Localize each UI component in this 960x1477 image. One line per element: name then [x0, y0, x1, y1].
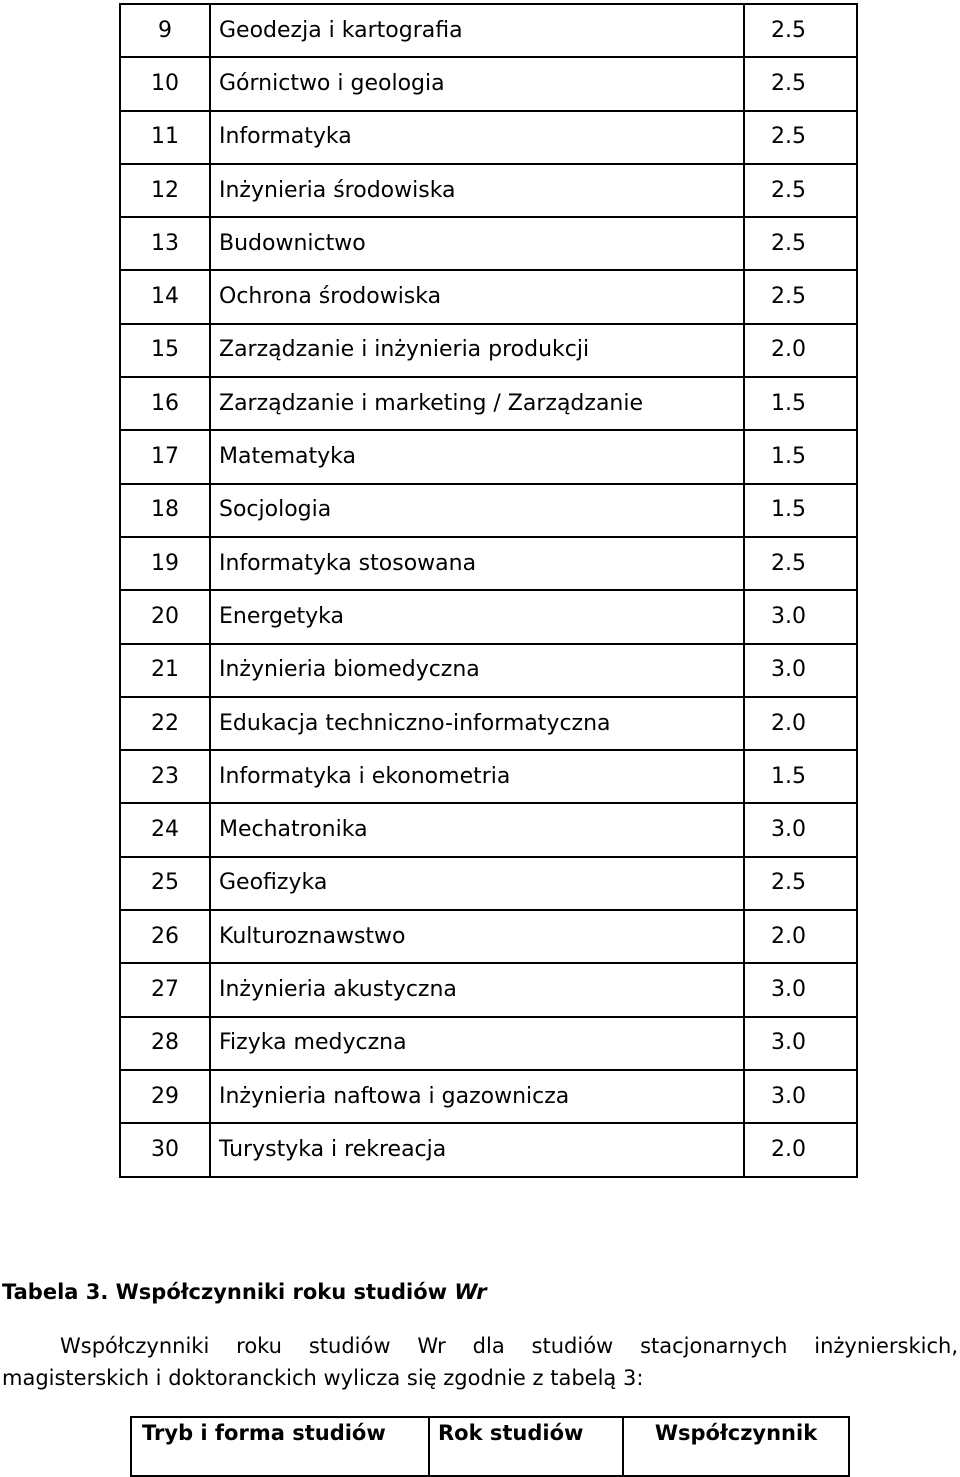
row-field-name: Turystyka i rekreacja: [210, 1123, 744, 1176]
table-3: [130, 1416, 850, 1477]
row-number: 18: [120, 484, 210, 537]
row-coefficient: 2.0: [744, 1123, 857, 1176]
table-row: [120, 111, 857, 164]
row-field-name: Mechatronika: [210, 803, 744, 856]
table-row: [120, 537, 857, 590]
row-number: 10: [120, 57, 210, 110]
table-caption: [2, 1279, 487, 1305]
row-coefficient: 2.0: [744, 324, 857, 377]
table-row: [120, 4, 857, 57]
row-number: 15: [120, 324, 210, 377]
table-3-header-row: [131, 1417, 849, 1476]
row-coefficient: 2.5: [744, 857, 857, 910]
table-row: [120, 803, 857, 856]
row-number: 20: [120, 590, 210, 643]
row-coefficient: 3.0: [744, 590, 857, 643]
row-coefficient: 2.5: [744, 57, 857, 110]
table-row: [120, 1123, 857, 1176]
row-field-name: Geofizyka: [210, 857, 744, 910]
table-row: [120, 164, 857, 217]
row-field-name: Informatyka: [210, 111, 744, 164]
row-field-name: Inżynieria biomedyczna: [210, 644, 744, 697]
row-coefficient: 3.0: [744, 1017, 857, 1070]
caption-italic: Wr: [454, 1280, 487, 1304]
row-number: 28: [120, 1017, 210, 1070]
table-row: [120, 217, 857, 270]
row-coefficient: 2.0: [744, 910, 857, 963]
row-coefficient: 2.5: [744, 217, 857, 270]
row-coefficient: 3.0: [744, 644, 857, 697]
row-number: 13: [120, 217, 210, 270]
header-mode: Tryb i forma studiów: [131, 1417, 429, 1476]
row-field-name: Zarządzanie i marketing / Zarządzanie: [210, 377, 744, 430]
table-row: [120, 430, 857, 483]
table-row: [120, 857, 857, 910]
row-coefficient: 3.0: [744, 1070, 857, 1123]
coefficients-table-body: [120, 4, 857, 1177]
row-field-name: Ochrona środowiska: [210, 270, 744, 323]
row-number: 26: [120, 910, 210, 963]
row-number: 27: [120, 963, 210, 1016]
table-row: [120, 57, 857, 110]
header-coefficient: Współczynnik: [623, 1417, 849, 1476]
row-coefficient: 2.5: [744, 270, 857, 323]
row-number: 19: [120, 537, 210, 590]
row-coefficient: 2.0: [744, 697, 857, 750]
row-number: 22: [120, 697, 210, 750]
row-coefficient: 1.5: [744, 377, 857, 430]
table-row: [120, 910, 857, 963]
row-coefficient: 3.0: [744, 963, 857, 1016]
body-paragraph: [2, 1330, 958, 1394]
row-field-name: Socjologia: [210, 484, 744, 537]
row-field-name: Energetyka: [210, 590, 744, 643]
row-field-name: Edukacja techniczno-informatyczna: [210, 697, 744, 750]
row-number: 17: [120, 430, 210, 483]
row-number: 12: [120, 164, 210, 217]
row-number: 16: [120, 377, 210, 430]
row-field-name: Zarządzanie i inżynieria produkcji: [210, 324, 744, 377]
row-coefficient: 1.5: [744, 430, 857, 483]
row-number: 21: [120, 644, 210, 697]
row-field-name: Informatyka stosowana: [210, 537, 744, 590]
table-row: [120, 1070, 857, 1123]
row-coefficient: 2.5: [744, 164, 857, 217]
row-number: 24: [120, 803, 210, 856]
table-row: [120, 963, 857, 1016]
paragraph-line-2: magisterskich i doktoranckich wylicza się zgodnie z tabelą 3:: [2, 1366, 644, 1390]
row-coefficient: 1.5: [744, 484, 857, 537]
row-number: 25: [120, 857, 210, 910]
row-field-name: Matematyka: [210, 430, 744, 483]
table-row: [120, 1017, 857, 1070]
coefficients-table: [119, 3, 858, 1178]
row-number: 23: [120, 750, 210, 803]
table-row: [120, 270, 857, 323]
row-field-name: Kulturoznawstwo: [210, 910, 744, 963]
row-field-name: Inżynieria naftowa i gazownicza: [210, 1070, 744, 1123]
table-row: [120, 377, 857, 430]
row-coefficient: 3.0: [744, 803, 857, 856]
row-coefficient: 2.5: [744, 537, 857, 590]
row-field-name: Budownictwo: [210, 217, 744, 270]
row-number: 11: [120, 111, 210, 164]
row-coefficient: 2.5: [744, 111, 857, 164]
row-number: 14: [120, 270, 210, 323]
row-number: 30: [120, 1123, 210, 1176]
table-row: [120, 750, 857, 803]
table-row: [120, 644, 857, 697]
row-field-name: Geodezja i kartografia: [210, 4, 744, 57]
row-field-name: Inżynieria akustyczna: [210, 963, 744, 1016]
row-field-name: Fizyka medyczna: [210, 1017, 744, 1070]
row-number: 9: [120, 4, 210, 57]
row-field-name: Informatyka i ekonometria: [210, 750, 744, 803]
paragraph-line-1: Współczynniki roku studiów Wr dla studiów stacjonarnych inżynierskich,: [60, 1334, 958, 1358]
header-year: Rok studiów: [429, 1417, 623, 1476]
row-coefficient: 2.5: [744, 4, 857, 57]
table-row: [120, 484, 857, 537]
table-row: [120, 590, 857, 643]
row-field-name: Inżynieria środowiska: [210, 164, 744, 217]
caption-text: Tabela 3. Współczynniki roku studiów: [2, 1280, 455, 1304]
table-row: [120, 697, 857, 750]
table-row: [120, 324, 857, 377]
row-field-name: Górnictwo i geologia: [210, 57, 744, 110]
row-number: 29: [120, 1070, 210, 1123]
row-coefficient: 1.5: [744, 750, 857, 803]
